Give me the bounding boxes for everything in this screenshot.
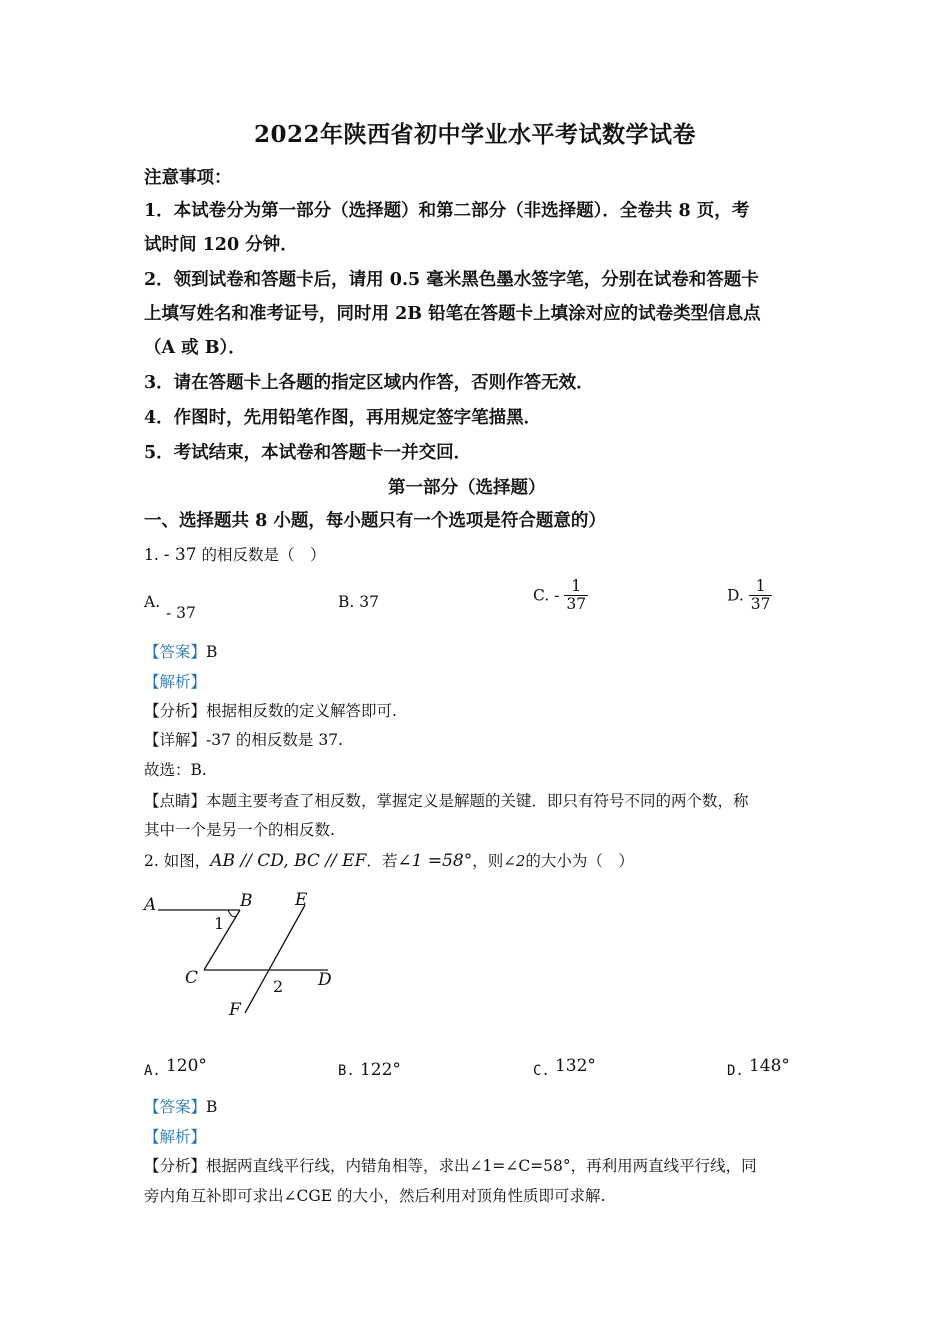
section1-heading: 一、选择题共 8 小题，每小题只有一个选项是符合题意的） xyxy=(144,511,606,531)
q2-option-d xyxy=(727,1056,790,1080)
q2-answer-value: B xyxy=(206,1098,218,1116)
q1-option-b: B. 37 xyxy=(338,593,379,611)
q2-option-c xyxy=(533,1056,596,1080)
label-e: E xyxy=(295,890,308,910)
q2-answer xyxy=(144,1095,217,1117)
q2-answer-tag: 【答案】 xyxy=(144,1098,207,1116)
q2-figure xyxy=(140,885,350,1025)
q2-option-b-value: 122° xyxy=(359,1060,401,1080)
q2-fenxi-tag: 【分析】 xyxy=(144,1157,207,1175)
line-ef xyxy=(245,905,305,1013)
q1-dianjing-text: 本题主要考查了相反数，掌握定义是解题的关键．即只有符号不同的两个数，称 xyxy=(206,792,749,810)
q1-option-a-value: - 37 xyxy=(166,604,196,622)
q1-option-c-numerator: 1 xyxy=(564,578,588,596)
q2-text-2: ，则 xyxy=(472,852,504,870)
q2-math-angle1: ∠1 =58° xyxy=(397,851,473,871)
label-f: F xyxy=(229,1000,241,1020)
q2-text-3: 的大小为（ ） xyxy=(525,852,634,870)
q2-fenxi-line-2: 旁内角互补即可求出∠CGE 的大小，然后利用对顶角性质即可求解. xyxy=(144,1187,606,1205)
notice-item-5: 5．考试结束，本试卷和答题卡一并交回． xyxy=(144,443,472,463)
q1-option-a-label: A. xyxy=(144,593,161,611)
q1-fenxi-text: 根据相反数的定义解答即可. xyxy=(206,702,397,720)
q1-option-d-numerator: 1 xyxy=(749,578,773,596)
label-2: 2 xyxy=(273,977,284,996)
notice-heading: 注意事项： xyxy=(144,168,232,188)
q1-fenxi-tag: 【分析】 xyxy=(144,702,207,720)
q1-text: 的相反数是（ ） xyxy=(201,546,326,564)
part1-heading: 第一部分（选择题） xyxy=(388,478,546,498)
label-a: A xyxy=(144,895,157,915)
q1-option-c-fraction xyxy=(564,578,588,613)
q1-option-c xyxy=(533,578,588,613)
q1-option-d-label: D. xyxy=(727,586,744,605)
q2-fenxi-line-1 xyxy=(144,1154,757,1176)
q1-option-d xyxy=(727,578,772,613)
q2-option-d-label: D. xyxy=(727,1063,744,1079)
q2-option-a-value: 120° xyxy=(165,1056,207,1076)
q2-analysis-tag: 【解析】 xyxy=(144,1128,207,1146)
q1-answer xyxy=(144,640,217,662)
q1-answer-value: B xyxy=(206,643,218,661)
q2-math-parallel: AB // CD, BC // EF xyxy=(210,851,367,871)
q1-option-c-sign: - xyxy=(554,586,560,605)
q1-answer-tag: 【答案】 xyxy=(144,643,207,661)
label-d: D xyxy=(318,970,332,990)
q1-guxuan: 故选：B. xyxy=(144,761,207,779)
q1-option-a xyxy=(144,593,160,611)
q1-fenxi xyxy=(144,699,397,721)
q2-math-angle2: ∠2 xyxy=(503,852,526,870)
q1-dianjing-tag: 【点睛】 xyxy=(144,792,207,810)
q2-option-c-value: 132° xyxy=(554,1056,596,1076)
q2-number: 2. 如图， xyxy=(144,852,211,870)
notice-item-3: 3．请在答题卡上各题的指定区域内作答，否则作答无效． xyxy=(144,373,594,393)
q2-stem xyxy=(144,849,634,871)
q1-option-c-label: C. xyxy=(533,586,550,605)
q1-stem xyxy=(144,543,325,565)
notice-item-2-line-2: 上填写姓名和准考证号，同时用 2B 铅笔在答题卡上填涂对应的试卷类型信息点 xyxy=(144,304,761,324)
label-b: B xyxy=(240,891,253,911)
q2-text-1: ．若 xyxy=(366,852,398,870)
q1-dianjing-line-1 xyxy=(144,789,749,811)
q2-option-b xyxy=(338,1060,401,1080)
q1-math: - 37 xyxy=(163,545,197,565)
label-1: 1 xyxy=(214,914,225,933)
q1-option-c-denominator: 37 xyxy=(566,595,587,614)
label-c: C xyxy=(185,968,199,988)
q1-option-d-fraction xyxy=(749,578,773,613)
q2-option-a xyxy=(144,1056,207,1080)
q1-analysis-tag: 【解析】 xyxy=(144,673,207,691)
notice-item-4: 4．作图时，先用铅笔作图，再用规定签字笔描黑． xyxy=(144,408,542,428)
notice-item-2-line-3: （A 或 B）． xyxy=(144,338,246,358)
q2-option-d-value: 148° xyxy=(748,1056,790,1076)
angle-1-arc xyxy=(228,910,236,917)
q2-option-c-label: C. xyxy=(533,1063,550,1079)
q2-fenxi-text: 根据两直线平行线，内错角相等，求出∠1=∠C=58°，再利用两直线平行线，同 xyxy=(206,1157,757,1175)
q1-xiangjie xyxy=(144,728,343,750)
q1-dianjing-line-2: 其中一个是另一个的相反数. xyxy=(144,821,335,839)
q1-xiangjie-tag: 【详解】 xyxy=(144,731,207,749)
notice-item-1-line-2: 试时间 120 分钟． xyxy=(144,235,298,255)
q1-number: 1. xyxy=(144,546,159,564)
q2-option-b-label: B. xyxy=(338,1063,355,1079)
page-title: 2022年陕西省初中学业水平考试数学试卷 xyxy=(253,121,696,148)
q2-option-a-label: A. xyxy=(144,1063,161,1079)
notice-item-1-line-1: 1．本试卷分为第一部分（选择题）和第二部分（非选择题）．全卷共 8 页，考 xyxy=(144,201,750,221)
q1-xiangjie-text: -37 的相反数是 37. xyxy=(206,731,343,749)
q1-option-d-denominator: 37 xyxy=(750,595,771,614)
notice-item-2-line-1: 2．领到试卷和答题卡后，请用 0.5 毫米黑色墨水签字笔，分别在试卷和答题卡 xyxy=(144,270,759,290)
